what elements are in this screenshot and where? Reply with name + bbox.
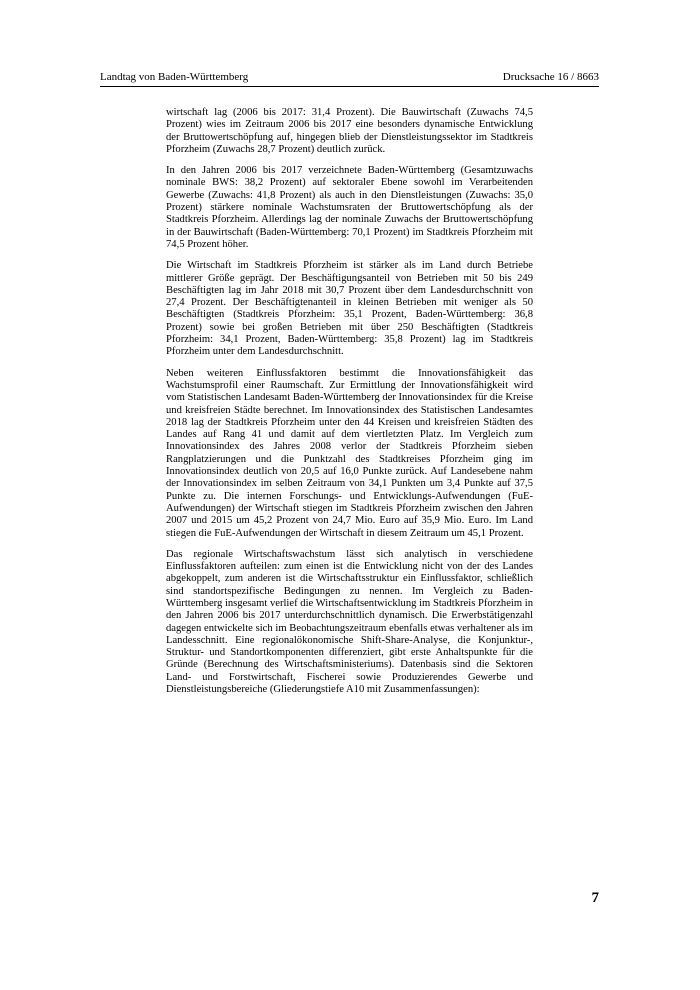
paragraph-5: Das regionale Wirtschaftswachstum lässt sich analytisch in verschiedene Einflussfaktoren aufteilen: zum einen ist die Entwicklung nicht von der des Landes abgekoppelt, zum anderen ist die Wirtschaftsstruktur ein Einflussfaktor, schließlich sind standortspezifische Bedingungen zu nennen. Im Vergleich zu Baden-Württemberg insgesamt verlief die Wirtschaftsentwicklung im Stadtkreis Pforzheim in den Jahren 2006 bis 2017 unterdurchschnittlich dynamisch. Die Erwerbstätigenzahl dagegen entwickelte sich im Beobachtungszeitraum ebenfalls etwas verhaltener als im Landesschnitt. Eine regionalökonomische Shift-Share-Analyse, die Konjunktur-, Struktur- und Standortkomponenten differenziert, gibt erste Anhaltspunkte für die Gründe (Berechnung des Wirtschaftsministeriums). Datenbasis sind die Sektoren Land- und Forstwirtschaft, Fischerei sowie Produzierendes Gewerbe und Dienstleistungsbereiche (Gliederungstiefe A10 mit Zusammenfassungen): bbox=[166, 548, 533, 696]
paragraph-1: wirtschaft lag (2006 bis 2017: 31,4 Prozent). Die Bauwirtschaft (Zuwachs 74,5 Prozent) wies im Zeitraum 2006 bis 2017 eine besonders dynamische Entwicklung der Bruttowertschöpfung auf, hingegen blieb der Dienstleistungssektor im Stadtkreis Pforzheim (Zuwachs 28,7 Prozent) deutlich zurück. bbox=[166, 107, 533, 155]
header-publisher: Landtag von Baden-Württemberg bbox=[100, 71, 249, 83]
body-text bbox=[166, 107, 533, 705]
page-header bbox=[100, 70, 599, 87]
page-number: 7 bbox=[591, 890, 599, 906]
header-document-number: Drucksache 16 / 8663 bbox=[502, 71, 599, 83]
paragraph-2: In den Jahren 2006 bis 2017 verzeichnete Baden-Württemberg (Gesamtzuwachs nominale BWS: 38,2 Prozent) auf sektoraler Ebene sowohl im Verarbeitenden Gewerbe (Zuwachs: 41,8 Prozent) als auch in den Dienstleistungen (Zuwachs: 35,0 Prozent) stärkere nominale Wachstumsraten der Bruttowertschöpfung als der Stadtkreis Pforzheim. Allerdings lag der nominale Zuwachs der Bruttowertschöpfung in der Bauwirtschaft (Baden-Württemberg: 70,1 Prozent) im Stadtkreis Pforzheim mit 74,5 Prozent höher. bbox=[166, 165, 533, 250]
paragraph-4: Neben weiteren Einflussfaktoren bestimmt die Innovationsfähigkeit das Wachstumsprofil einer Raumschaft. Zur Ermittlung der Innovationsfähigkeit wird vom Statistischen Landesamt Baden-Württemberg der Innovationsindex für die Kreise und kreisfreien Städte berechnet. Im Innovationsindex des Statistischen Landesamtes 2018 lag der Stadtkreis Pforzheim unter den 44 Kreisen und kreisfreien Städten des Landes auf Rang 41 und damit auf dem viertletzten Platz. Im Vergleich zum Innovationsindex des Jahres 2008 verlor der Stadtkreis Pforzheim sieben Rangplatzierungen und die Punktzahl des Stadtkreises Pforzheim ging im Innovationsindex deutlich von 20,5 auf 16,0 Punkte zurück. Auf Landesebene nahm der Innovationsindex im selben Zeitraum von 34,1 Punkten um 3,4 Punkte auf 37,5 Punkte zu. Die internen Forschungs- und Entwicklungs-Aufwendungen (FuE-Aufwendungen) der Wirtschaft stiegen im Stadtkreis Pforzheim zwischen den Jahren 2007 und 2015 um 45,2 Prozent von 24,7 Mio. Euro auf 35,9 Mio. Euro. Im Land stiegen die FuE-Aufwendungen der Wirtschaft in diesem Zeitraum um 45,1 Prozent. bbox=[166, 367, 533, 539]
paragraph-3: Die Wirtschaft im Stadtkreis Pforzheim ist stärker als im Land durch Betriebe mittlerer Größe geprägt. Der Beschäftigungsanteil von Betrieben mit 50 bis 249 Beschäftigten lag im Jahr 2018 mit 30,7 Prozent über dem Landesdurchschnitt von 27,4 Prozent. Der Beschäftigtenanteil in kleinen Betrieben mit weniger als 50 Beschäftigten (Stadtkreis Pforzheim: 35,1 Prozent, Baden-Württemberg: 36,8 Prozent) sowie bei großen Betrieben mit über 250 Beschäftigten (Stadtkreis Pforzheim: 34,1 Prozent, Baden-Württemberg: 35,8 Prozent) lag im Stadtkreis Pforzheim unter dem Landesdurchschnitt. bbox=[166, 260, 533, 358]
